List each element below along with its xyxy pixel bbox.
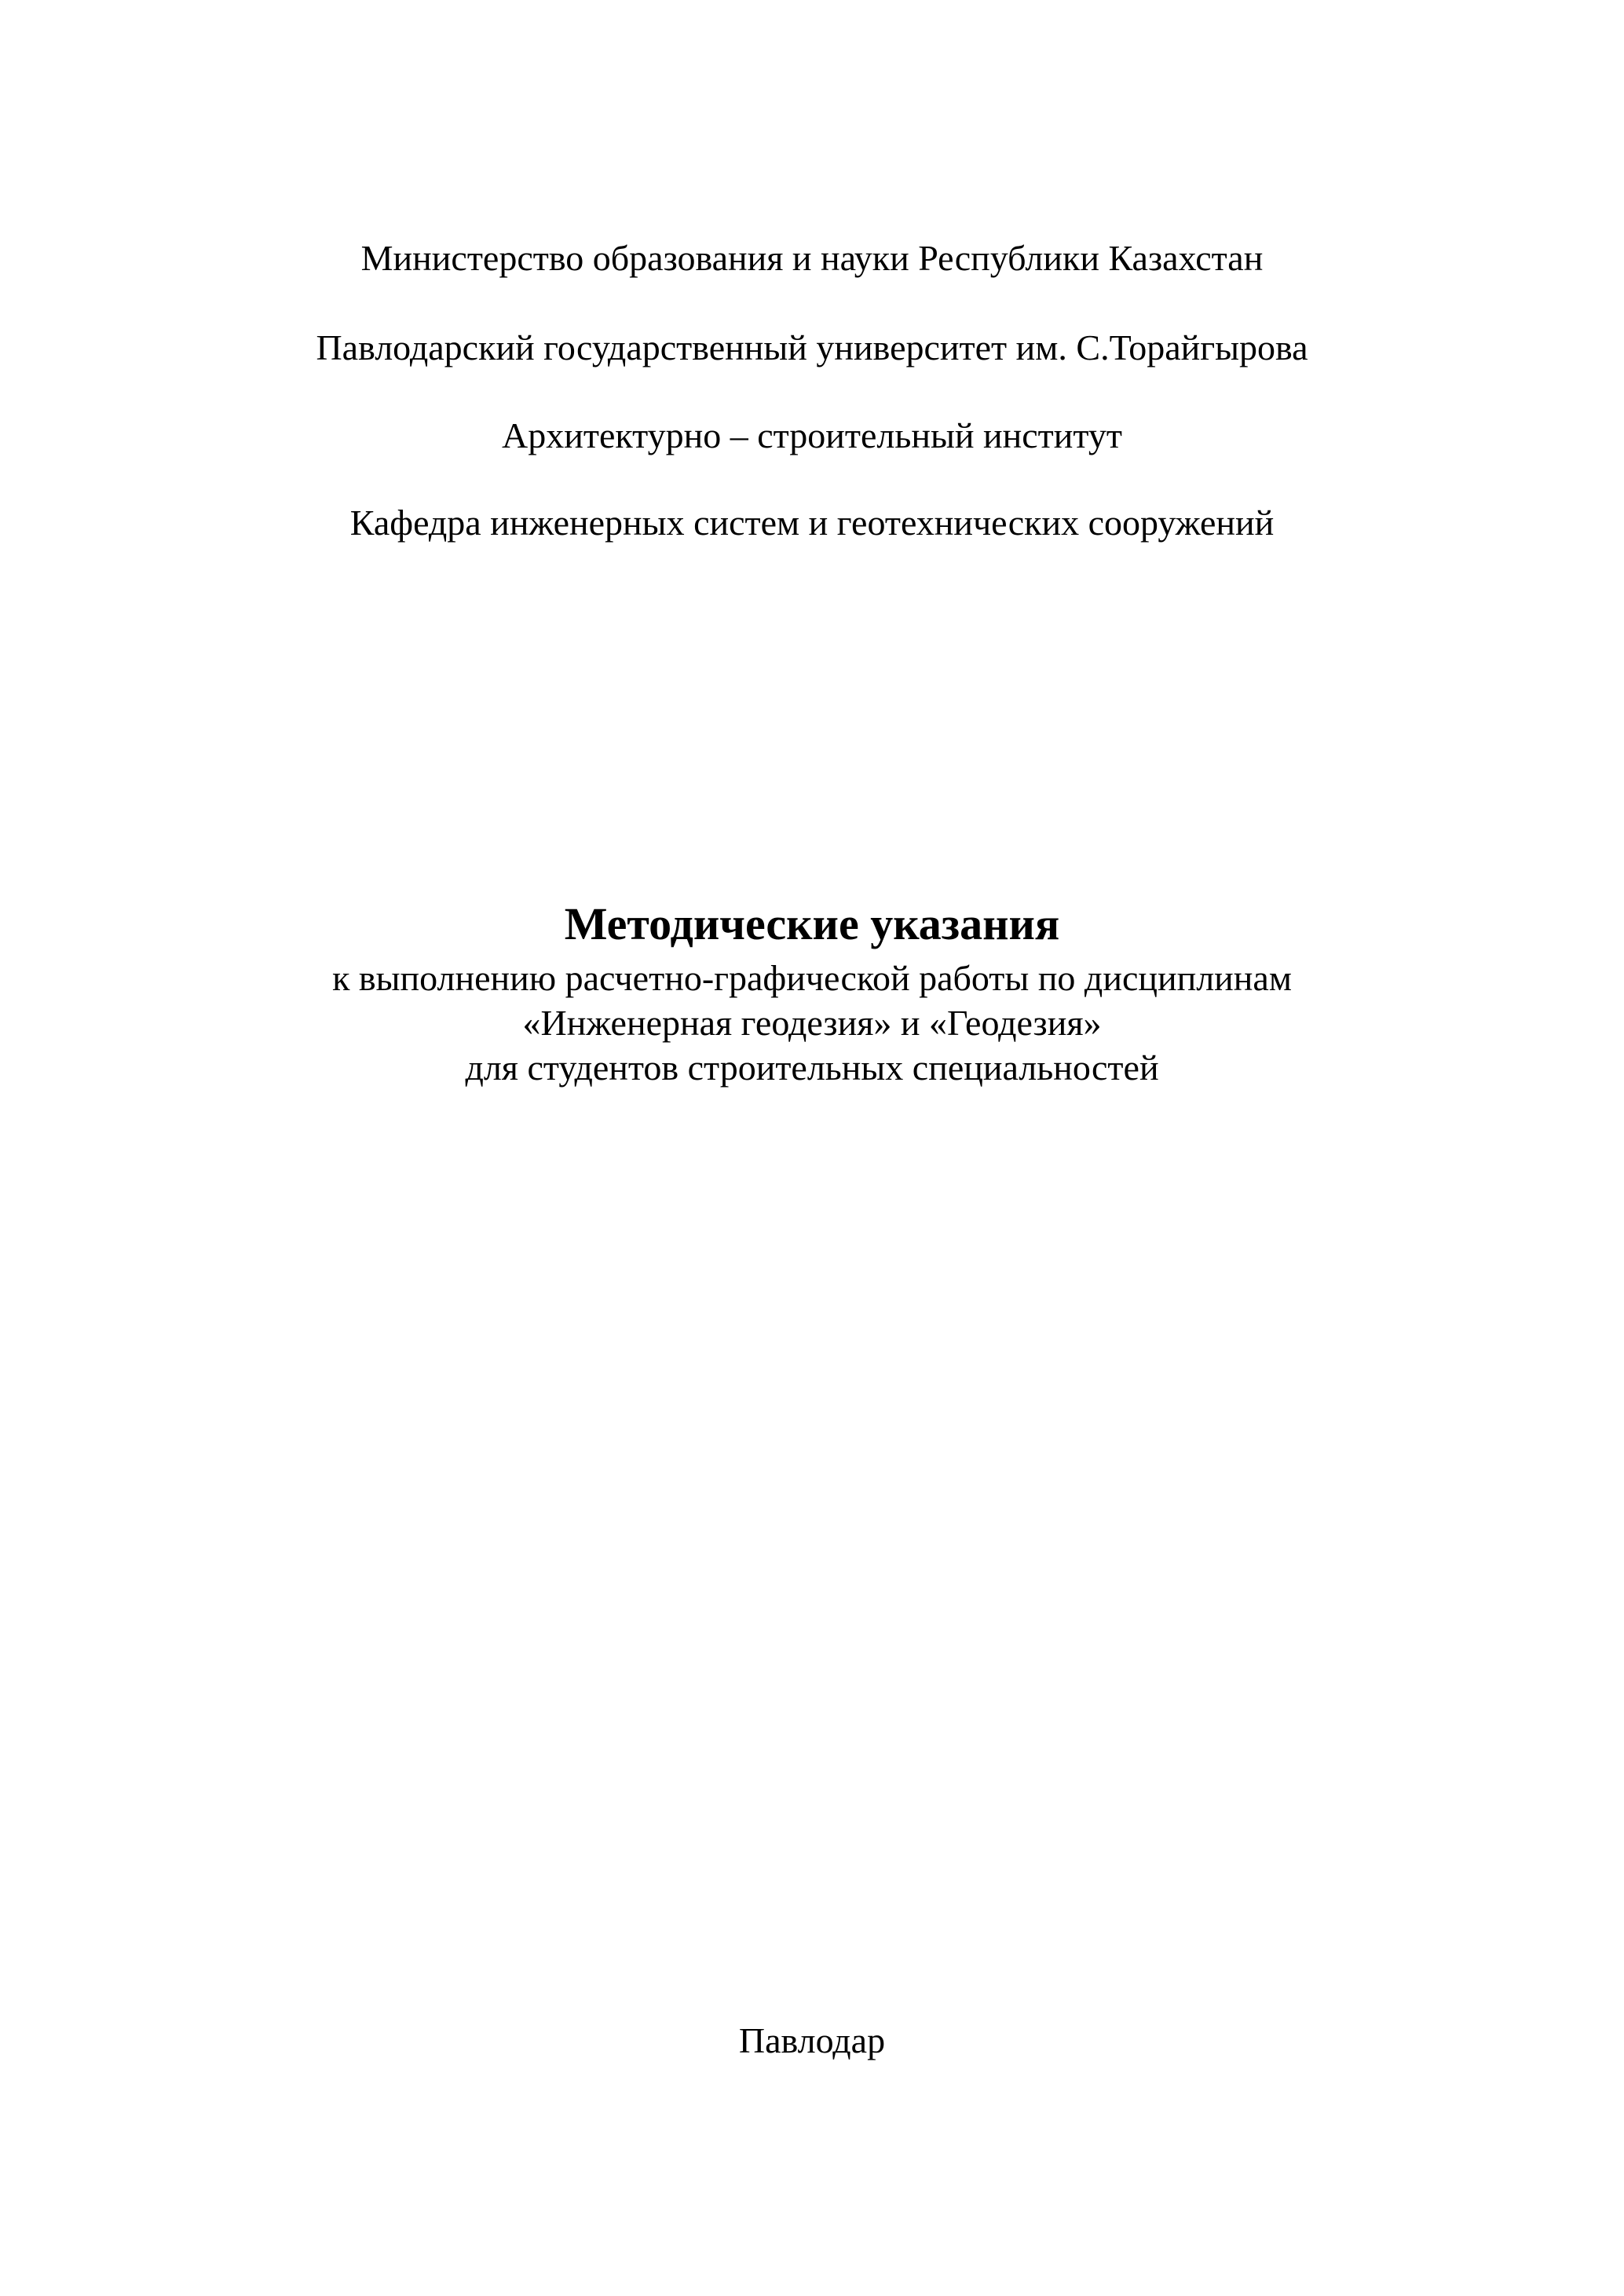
institute-name: Архитектурно – строительный институт [502, 415, 1122, 455]
ministry-name: Министерство образования и науки Республики Казахстан [360, 238, 1264, 278]
department-name: Кафедра инженерных систем и геотехнических сооружений [349, 503, 1275, 543]
document-title: Методические указания [564, 898, 1060, 949]
university-name: Павлодарский государственный университет им. С.Торайгырова [316, 327, 1308, 367]
document-subtitle-line: «Инженерная геодезия» и «Геодезия» [522, 1003, 1102, 1043]
document-subtitle-line: к выполнению расчетно-графической работы по дисциплинам [332, 958, 1292, 998]
publication-city: Павлодар [738, 2020, 886, 2060]
document-subtitle-line: для студентов строительных специальностей [465, 1047, 1159, 1088]
